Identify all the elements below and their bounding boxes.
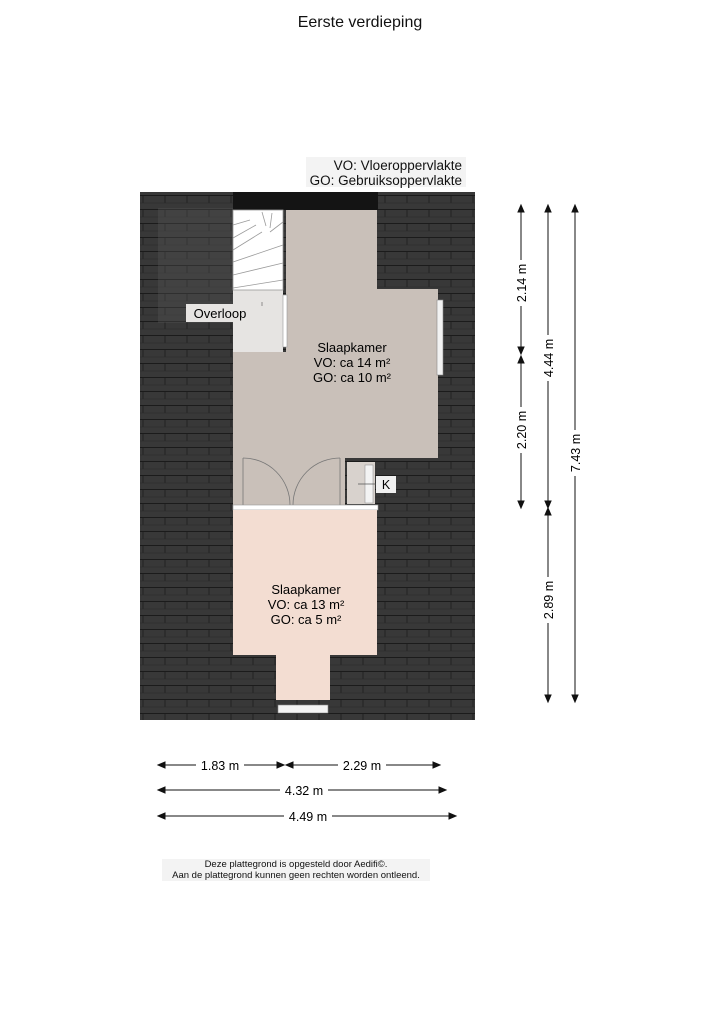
- bedroom2-go: GO: ca 5 m²: [270, 612, 342, 627]
- dim-v-4-44: 4.44 m: [542, 338, 556, 378]
- dim-h-1-83: 1.83 m: [200, 759, 240, 773]
- dim-h-2-29: 2.29 m: [342, 759, 382, 773]
- dim-v-2-14: 2.14 m: [515, 263, 529, 303]
- floor-title: Eerste verdieping: [297, 14, 423, 31]
- dim-h-4-32: 4.32 m: [284, 784, 324, 798]
- bedroom2-window: [278, 705, 328, 713]
- bedroom2-name: Slaapkamer: [271, 582, 341, 597]
- bedroom1-name: Slaapkamer: [317, 340, 387, 355]
- disclaimer-line2: Aan de plattegrond kunnen geen rechten worden ontleend.: [172, 870, 420, 881]
- top-wall: [233, 192, 378, 210]
- legend-go: GO: Gebruiksoppervlakte: [309, 173, 462, 188]
- dim-v-7-43: 7.43 m: [569, 433, 583, 473]
- bedroom1-vo: VO: ca 14 m²: [313, 355, 391, 370]
- dim-v-2-20: 2.20 m: [515, 410, 529, 450]
- bedroom-divider-wall: [233, 505, 378, 510]
- bedroom1-go: GO: ca 10 m²: [312, 370, 392, 385]
- dim-v-2-89: 2.89 m: [542, 580, 556, 620]
- bedroom2-vo: VO: ca 13 m²: [267, 597, 345, 612]
- bedroom1-window: [437, 300, 443, 375]
- legend-vo: VO: Vloeroppervlakte: [333, 158, 462, 173]
- disclaimer: [162, 859, 430, 881]
- disclaimer-line1: Deze plattegrond is opgesteld door Aedifi©.: [204, 859, 388, 870]
- overloop-label: Overloop: [193, 306, 247, 321]
- overloop-door: [283, 295, 287, 347]
- closet-label: K: [381, 478, 391, 492]
- dim-h-4-49: 4.49 m: [288, 810, 328, 824]
